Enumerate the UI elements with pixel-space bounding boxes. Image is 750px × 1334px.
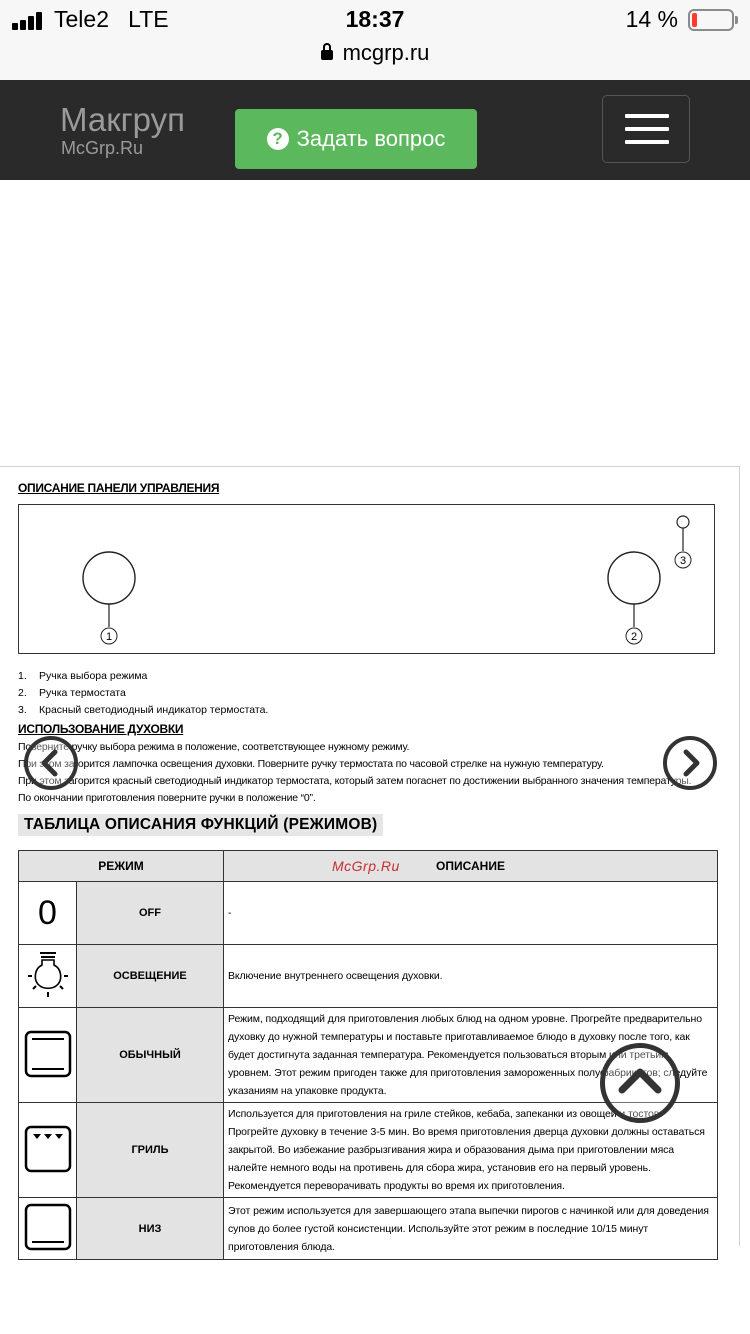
- usage-line: При этом загорится красный светодиодный индикатор термостата, который затем погаснет по достижении выбранного значения температуры.: [18, 775, 692, 787]
- battery-icon: [688, 9, 734, 31]
- usage-section-title: ИСПОЛЬЗОВАНИЕ ДУХОВКИ: [18, 722, 184, 736]
- watermark: McGrp.Ru: [332, 858, 400, 874]
- mode-knob: [83, 552, 135, 604]
- mode-description: Включение внутреннего освещения духовки.: [224, 945, 718, 1008]
- chevron-right-circle-icon: [667, 740, 713, 786]
- mode-description: Этот режим используется для завершающего этапа выпечки пирогов с начинкой или для доведения супов до более густой консистенции. Используйте этот режим в последние 10/15 минут приготовления блюда.: [224, 1198, 718, 1260]
- control-panel-drawing: [19, 505, 716, 655]
- header-description: ОПИСАНИЕ: [224, 851, 718, 882]
- lock-icon: [321, 50, 333, 60]
- panel-section-title: ОПИСАНИЕ ПАНЕЛИ УПРАВЛЕНИЯ: [18, 481, 220, 495]
- mode-name: OFF: [77, 882, 224, 945]
- oven-bottom-heat-icon: [19, 1198, 77, 1260]
- thermostat-led: [677, 516, 689, 528]
- manual-page: [0, 466, 750, 1253]
- prev-page-button[interactable]: [24, 736, 78, 790]
- network-type: LTE: [128, 6, 169, 32]
- carrier-label: Tele2 LTE: [54, 6, 169, 32]
- list-item: 1. Ручка выбора режима: [18, 670, 148, 682]
- usage-text: [18, 739, 691, 807]
- battery-level: [692, 13, 697, 27]
- question-circle-icon: ?: [267, 128, 289, 150]
- table-row: [19, 882, 718, 945]
- mode-name: ОСВЕЩЕНИЕ: [77, 945, 224, 1008]
- mode-name: ГРИЛЬ: [77, 1103, 224, 1198]
- usage-line: По окончании приготовления поверните ручки в положение “0”.: [18, 792, 316, 804]
- battery-percent: 14 %: [625, 6, 678, 32]
- mode-description: -: [224, 882, 718, 945]
- panel-legend: [18, 668, 268, 719]
- callout-2: 2: [630, 631, 638, 643]
- oven-grill-icon: [19, 1103, 77, 1198]
- ask-question-button[interactable]: [235, 109, 477, 169]
- usage-line: Поверните ручку выбора режима в положение, соответствующее нужному режиму.: [18, 741, 410, 753]
- scroll-top-button[interactable]: [600, 1043, 680, 1123]
- url-text: mcgrp.ru: [342, 40, 430, 65]
- zero-symbol-icon: 0: [19, 882, 77, 945]
- ask-question-label: Задать вопрос: [296, 126, 446, 151]
- site-header: [0, 80, 750, 180]
- mode-name: НИЗ: [77, 1198, 224, 1260]
- list-item: 3. Красный светодиодный индикатор термостата.: [18, 704, 269, 716]
- mode-name: ОБЫЧНЫЙ: [77, 1008, 224, 1103]
- light-bulb-icon: [19, 945, 77, 1008]
- oven-top-bottom-heat-icon: [19, 1008, 77, 1103]
- list-item: 2. Ручка термостата: [18, 687, 126, 699]
- site-logo[interactable]: Макгруп: [60, 101, 186, 138]
- site-logo-subtitle[interactable]: McGrp.Ru: [61, 138, 144, 158]
- callout-1: 1: [105, 631, 113, 643]
- thermostat-knob: [608, 552, 660, 604]
- control-panel-diagram: [18, 504, 715, 654]
- table-row: [19, 1198, 718, 1260]
- table-row: [19, 945, 718, 1008]
- mode-description: Режим, подходящий для приготовления любых блюд на одном уровне. Прогрейте предварительно духовку до нужной температуры и поставьте приготавливаемое блюдо в духовку после того, как будет достигнута заданная температура. Рекомендуется пользоваться вторым или третьим уровнем. Этот режим пригоден также для приготовления замороженных полуфабрикатов; следуйте указаниям на упаковке продукта.: [224, 1008, 718, 1103]
- callout-3: 3: [679, 555, 687, 567]
- chevron-up-circle-icon: [605, 1048, 675, 1118]
- mode-description: Используется для приготовления на гриле стейков, кебаба, запеканки из овощей и тостов. Прогрейте духовку в течение 3-5 мин. Во время приготовления дверца духовки должны оставаться закрытой. Во избежание разбрызгивания жира и образования дыма при приготовлении мяса налейте немного воды на противень для сбора жира, установив его на первый уровень. Рекомендуется переворачивать продукты во время их приготовления.: [224, 1103, 718, 1198]
- next-page-button[interactable]: [663, 736, 717, 790]
- menu-button[interactable]: [602, 95, 690, 163]
- status-bar: [0, 0, 750, 80]
- header-mode: РЕЖИМ: [19, 851, 224, 882]
- usage-line: При этом загорится лампочка освещения духовки. Поверните ручку термостата по часовой стрелке на нужную температуру.: [18, 758, 604, 770]
- functions-table-title: ТАБЛИЦА ОПИСАНИЯ ФУНКЦИЙ (РЕЖИМОВ): [18, 814, 383, 836]
- clock: 18:37: [345, 6, 405, 32]
- address-bar[interactable]: [0, 40, 750, 66]
- chevron-left-circle-icon: [28, 740, 74, 786]
